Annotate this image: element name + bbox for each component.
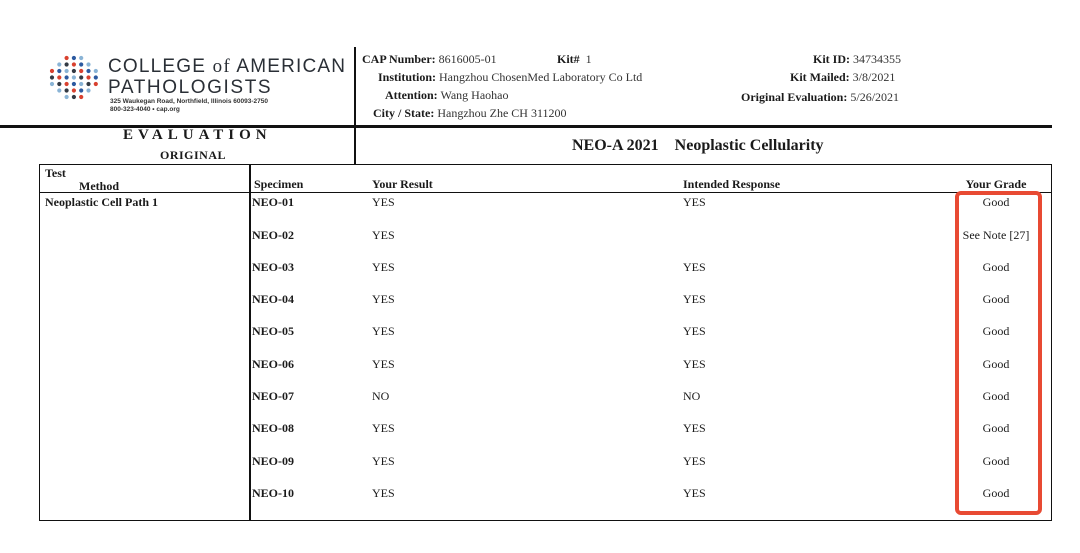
- grade-cell: Good: [982, 324, 1010, 338]
- logo-dot: [57, 62, 61, 66]
- intended-cell: NO: [683, 389, 701, 403]
- logo-dot: [72, 69, 76, 73]
- logo-dot: [65, 62, 69, 66]
- grade-cell: Good: [982, 260, 1010, 274]
- grade-cell: Good: [982, 486, 1010, 500]
- result-cell: YES: [372, 260, 395, 274]
- intended-cell: YES: [683, 292, 706, 306]
- specimen-cell: NEO-08: [252, 421, 294, 435]
- logo-dot: [57, 69, 61, 73]
- result-cell: YES: [372, 324, 395, 338]
- cap-logo-icon: [48, 55, 100, 101]
- result-cell: YES: [372, 421, 395, 435]
- specimen-cell: NEO-07: [252, 389, 294, 403]
- grade-cell: See Note [27]: [962, 228, 1030, 242]
- logo-dot: [50, 75, 54, 79]
- logo-dot: [94, 82, 98, 86]
- kit-id: Kit ID: 34734355: [813, 52, 901, 66]
- logo-dot: [79, 69, 83, 73]
- header-specimen: Specimen: [254, 177, 304, 191]
- logo-dot: [72, 62, 76, 66]
- logo-dot: [65, 69, 69, 73]
- header-your-grade: Your Grade: [965, 177, 1027, 191]
- logo-dot: [57, 75, 61, 79]
- logo-dot: [86, 82, 90, 86]
- kit-mailed: Kit Mailed: 3/8/2021: [790, 70, 896, 84]
- result-cell: YES: [372, 357, 395, 371]
- grade-cell: Good: [982, 195, 1010, 209]
- grade-highlight-box: [955, 191, 1042, 515]
- logo-dot: [65, 56, 69, 60]
- grade-cell: Good: [982, 357, 1010, 371]
- logo-dot: [79, 62, 83, 66]
- logo-dot: [65, 82, 69, 86]
- header-your-result: Your Result: [372, 177, 433, 191]
- logo-dot: [72, 75, 76, 79]
- specimen-cell: NEO-03: [252, 260, 294, 274]
- logo-dot: [65, 75, 69, 79]
- header-divider: [354, 47, 356, 164]
- program-title: NEO-A 2021 Neoplastic Cellularity: [572, 137, 824, 154]
- logo-dot: [79, 82, 83, 86]
- logo-dot: [57, 82, 61, 86]
- results-table: [39, 164, 1052, 521]
- logo-dot: [94, 75, 98, 79]
- result-cell: YES: [372, 454, 395, 468]
- attention: Attention: Wang Haohao: [385, 88, 509, 102]
- logo-title-line2: PATHOLOGISTS: [108, 77, 273, 98]
- logo-dot: [86, 69, 90, 73]
- logo-title-line1: COLLEGE of AMERICAN: [108, 56, 347, 77]
- logo-dot: [86, 88, 90, 92]
- logo-dot: [72, 82, 76, 86]
- result-cell: YES: [372, 486, 395, 500]
- intended-cell: YES: [683, 421, 706, 435]
- grade-cell: Good: [982, 389, 1010, 403]
- specimen-cell: NEO-06: [252, 357, 294, 371]
- specimen-cell: NEO-02: [252, 228, 294, 242]
- intended-cell: YES: [683, 454, 706, 468]
- logo-dot: [79, 88, 83, 92]
- table-column-divider: [249, 164, 251, 521]
- city-state: City / State: Hangzhou Zhe CH 311200: [373, 106, 567, 120]
- evaluation-subtitle: ORIGINAL: [160, 148, 227, 162]
- specimen-cell: NEO-01: [252, 195, 294, 209]
- test-name: Neoplastic Cell Path 1: [45, 195, 158, 209]
- logo-dot: [50, 82, 54, 86]
- header-test: Test: [45, 166, 66, 180]
- specimen-cell: NEO-09: [252, 454, 294, 468]
- grade-cell: Good: [982, 454, 1010, 468]
- result-cell: NO: [372, 389, 390, 403]
- logo-dot: [86, 62, 90, 66]
- intended-cell: YES: [683, 195, 706, 209]
- logo-dot: [72, 88, 76, 92]
- specimen-cell: NEO-10: [252, 486, 294, 500]
- result-cell: YES: [372, 292, 395, 306]
- evaluation-title: EVALUATION: [123, 127, 272, 143]
- original-evaluation: Original Evaluation: 5/26/2021: [741, 90, 900, 104]
- logo-dot: [50, 69, 54, 73]
- cap-number: CAP Number: 8616005-01: [362, 52, 497, 66]
- table-header-rule: [39, 192, 1052, 193]
- intended-cell: YES: [683, 260, 706, 274]
- logo-dot: [79, 75, 83, 79]
- specimen-cell: NEO-04: [252, 292, 294, 306]
- logo-dot: [86, 75, 90, 79]
- header-intended-response: Intended Response: [683, 177, 781, 191]
- logo-dot: [72, 56, 76, 60]
- result-cell: YES: [372, 228, 395, 242]
- result-cell: YES: [372, 195, 395, 209]
- grade-cell: Good: [982, 292, 1010, 306]
- logo-dot: [65, 95, 69, 99]
- logo-dot: [72, 95, 76, 99]
- header-method: Method: [79, 179, 119, 193]
- intended-cell: YES: [683, 486, 706, 500]
- specimen-cell: NEO-05: [252, 324, 294, 338]
- logo-dot: [65, 88, 69, 92]
- logo-dot: [94, 69, 98, 73]
- logo-dot: [79, 56, 83, 60]
- logo-dot: [79, 95, 83, 99]
- logo-dot: [57, 88, 61, 92]
- institution: Institution: Hangzhou ChosenMed Laboratory Co Ltd: [378, 70, 643, 84]
- logo-address: 325 Waukegan Road, Northfield, Illinois 60093-2750 800-323-4040 • cap.org: [110, 98, 268, 113]
- intended-cell: YES: [683, 357, 706, 371]
- intended-cell: YES: [683, 324, 706, 338]
- grade-cell: Good: [982, 421, 1010, 435]
- kit-number: Kit# 1: [557, 52, 592, 66]
